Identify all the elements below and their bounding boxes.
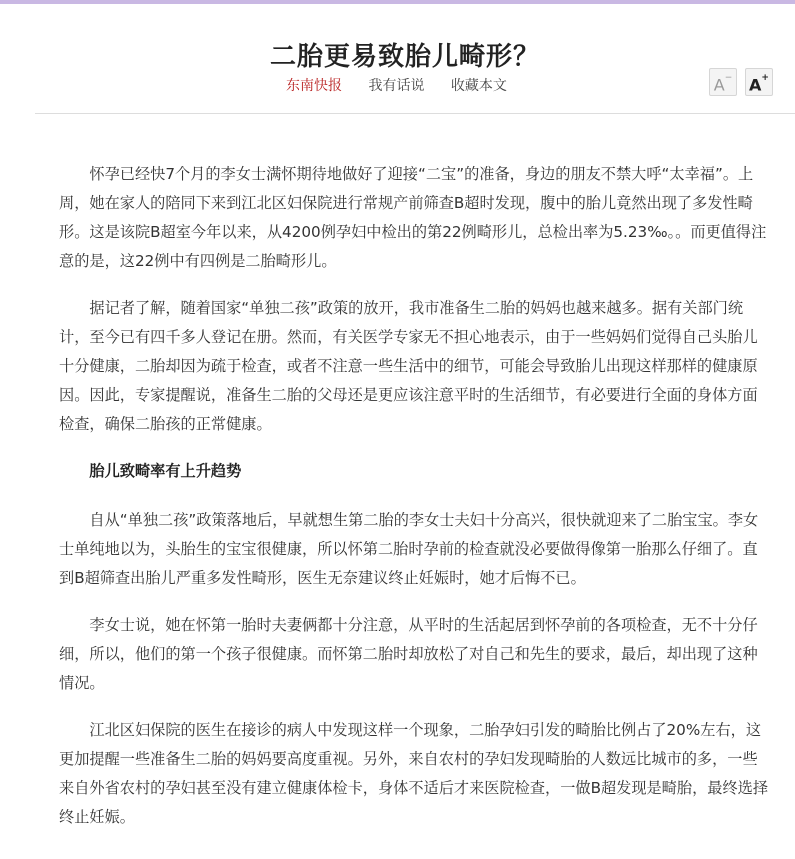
paragraph: 自从“单独二孩”政策落地后，早就想生第二胎的李女士夫妇十分高兴，很快就迎来了二胎宝宝。李女士单纯地以为，头胎生的宝宝很健康，所以怀第二胎时孕前的检查就没必要做得像第一胎那么仔细了。直到B超筛查出胎儿严重多发性畸形，医生无奈建议终止妊娠时，她才后悔不已。: [59, 511, 759, 587]
top-accent-bar: [0, 0, 795, 4]
paragraph: 怀孕已经快7个月的李女士满怀期待地做好了迎接“二宝”的准备，身边的朋友不禁大呼“太幸福”。上周，她在家人的陪同下来到江北区妇保院进行常规产前筛查B超时发现，腹中的胎儿竟然出现了多发性畸形。这是该院B超室今年以来，从4200例孕妇中检出的第22例畸形儿，总检出率为5.23‰。。而更值得注意的是，这22例中有四例是二胎畸形儿。: [59, 165, 767, 270]
font-smaller-button[interactable]: [709, 68, 737, 96]
section-heading: 胎儿致畸率有上升趋势: [89, 462, 242, 480]
font-smaller-icon: A: [713, 75, 725, 95]
plus-icon: +: [761, 73, 769, 83]
source-link[interactable]: 东南快报: [286, 78, 342, 94]
header-divider: [35, 113, 795, 114]
article-meta: [286, 76, 529, 96]
paragraph: 据记者了解，随着国家“单独二孩”政策的放开，我市准备生二胎的妈妈也越来越多。据有关部门统计，至今已有四千多人登记在册。然而，有关医学专家无不担心地表示，由于一些妈妈们觉得自己头胎儿十分健康，二胎却因为疏于检查，或者不注意一些生活中的细节，可能会导致胎儿出现这样那样的健康原因。因此，专家提醒说，准备生二胎的父母还是更应该注意平时的生活细节，有必要进行全面的身体方面检查，确保二胎孩的正常健康。: [59, 299, 758, 433]
article-body: [59, 160, 769, 850]
paragraph: 李女士说，她在怀第一胎时夫妻俩都十分注意，从平时的生活起居到怀孕前的各项检查，无不十分仔细，所以，他们的第一个孩子很健康。而怀第二胎时却放松了对自己和先生的要求，最后，却出现了这种情况。: [59, 616, 758, 692]
font-larger-button[interactable]: [745, 68, 773, 96]
article-title: 二胎更易致胎儿畸形？: [269, 42, 540, 73]
comment-link[interactable]: 我有话说: [368, 78, 425, 94]
minus-icon: −: [724, 73, 733, 83]
favorite-link[interactable]: 收藏本文: [450, 78, 507, 94]
paragraph: 江北区妇保院的医生在接诊的病人中发现这样一个现象，二胎孕妇引发的畸胎比例占了20%左右，这更加提醒一些准备生二胎的妈妈要高度重视。另外，来自农村的孕妇发现畸胎的人数远比城市的多，一些来自外省农村的孕妇甚至没有建立健康体检卡，身体不适后才来医院检查，一做B超发现是畸胎，最终选择终止妊娠。: [59, 721, 769, 826]
font-larger-icon: A: [749, 75, 762, 95]
